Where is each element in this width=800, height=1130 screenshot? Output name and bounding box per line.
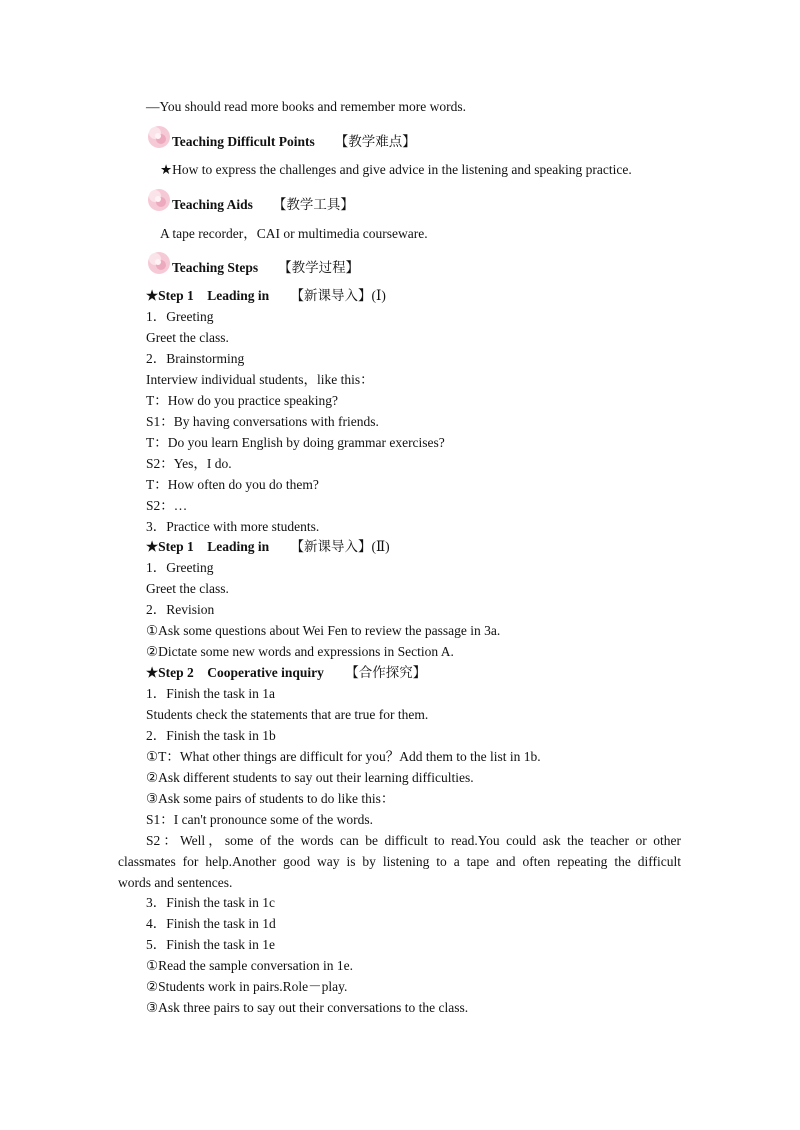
list-item: T：Do you learn English by doing grammar exercises? bbox=[146, 435, 445, 450]
list-item: T：How do you practice speaking? bbox=[146, 393, 338, 408]
list-item: 3．Finish the task in 1c bbox=[146, 895, 275, 910]
list-item: Greet the class. bbox=[146, 581, 229, 596]
section-title: Teaching Steps bbox=[172, 260, 259, 275]
step1-heading-1 bbox=[146, 288, 386, 304]
section-title-cn: 【教学工具】 bbox=[272, 197, 354, 212]
list-item: ③Ask some pairs of students to do like this： bbox=[146, 791, 395, 806]
step1-heading-2 bbox=[146, 539, 390, 555]
list-item: 1．Greeting bbox=[146, 560, 214, 575]
list-item: ②Ask different students to say out their learning difficulties. bbox=[146, 770, 474, 785]
section-title-cn: 【教学难点】 bbox=[334, 134, 416, 149]
list-item: 3．Practice with more students. bbox=[146, 519, 320, 534]
paragraph-line: S2：Well，some of the words can be difficult to read.You could ask the teacher or other bbox=[146, 833, 681, 848]
list-item: 4．Finish the task in 1d bbox=[146, 916, 276, 931]
list-item: 2．Revision bbox=[146, 602, 215, 617]
s2-paragraph bbox=[118, 830, 681, 893]
flower-icon bbox=[146, 250, 172, 276]
step-heading-cn: 【新课导入】(Ⅱ) bbox=[290, 539, 390, 554]
list-item: S2：… bbox=[146, 498, 188, 513]
step-heading-text: ★Step 1 Leading in bbox=[146, 288, 270, 303]
paragraph-line: classmates for help.Another good way is by listening to a tape and often repeating the difficult bbox=[118, 854, 681, 869]
list-item: ②Dictate some new words and expressions in Section A. bbox=[146, 644, 454, 659]
list-item: ②Students work in pairs.Role－play. bbox=[146, 979, 348, 994]
teaching-aids-text: A tape recorder，CAI or multimedia courseware. bbox=[160, 226, 428, 241]
step-heading-cn: 【新课导入】(Ⅰ) bbox=[290, 288, 386, 303]
list-item: S1：I can't pronounce some of the words. bbox=[146, 812, 374, 827]
list-item: 2．Brainstorming bbox=[146, 351, 245, 366]
list-item: T：How often do you do them? bbox=[146, 477, 319, 492]
list-item: S2：Yes，I do. bbox=[146, 456, 232, 471]
list-item: ①Ask some questions about Wei Fen to review the passage in 3a. bbox=[146, 623, 501, 638]
list-item: ③Ask three pairs to say out their conversations to the class. bbox=[146, 1000, 469, 1015]
step-heading-text: ★Step 1 Leading in bbox=[146, 539, 270, 554]
section-title: Teaching Difficult Points bbox=[172, 134, 315, 149]
intro-line: —You should read more books and remember more words. bbox=[146, 99, 466, 114]
difficult-points-text: ★How to express the challenges and give advice in the listening and speaking practice. bbox=[160, 162, 632, 177]
paragraph-line: words and sentences. bbox=[118, 875, 233, 890]
section-title: Teaching Aids bbox=[172, 197, 253, 212]
list-item: Greet the class. bbox=[146, 330, 229, 345]
flower-icon bbox=[146, 187, 172, 213]
section-heading-difficult-points bbox=[146, 124, 416, 150]
list-item: 5．Finish the task in 1e bbox=[146, 937, 275, 952]
step-heading-text: ★Step 2 Cooperative inquiry bbox=[146, 665, 324, 680]
list-item: ①T：What other things are difficult for you？Add them to the list in 1b. bbox=[146, 749, 541, 764]
list-item: S1：By having conversations with friends. bbox=[146, 414, 379, 429]
section-title-cn: 【教学过程】 bbox=[278, 260, 360, 275]
section-heading-teaching-steps bbox=[146, 250, 359, 276]
flower-icon bbox=[146, 124, 172, 150]
step-heading-cn: 【合作探究】 bbox=[345, 665, 427, 680]
list-item: 2．Finish the task in 1b bbox=[146, 728, 276, 743]
section-heading-teaching-aids bbox=[146, 187, 354, 213]
list-item: 1．Finish the task in 1a bbox=[146, 686, 275, 701]
list-item: Students check the statements that are true for them. bbox=[146, 707, 429, 722]
list-item: ①Read the sample conversation in 1e. bbox=[146, 958, 354, 973]
list-item: 1．Greeting bbox=[146, 309, 214, 324]
list-item: Interview individual students，like this： bbox=[146, 372, 374, 387]
step2-heading bbox=[146, 665, 426, 681]
